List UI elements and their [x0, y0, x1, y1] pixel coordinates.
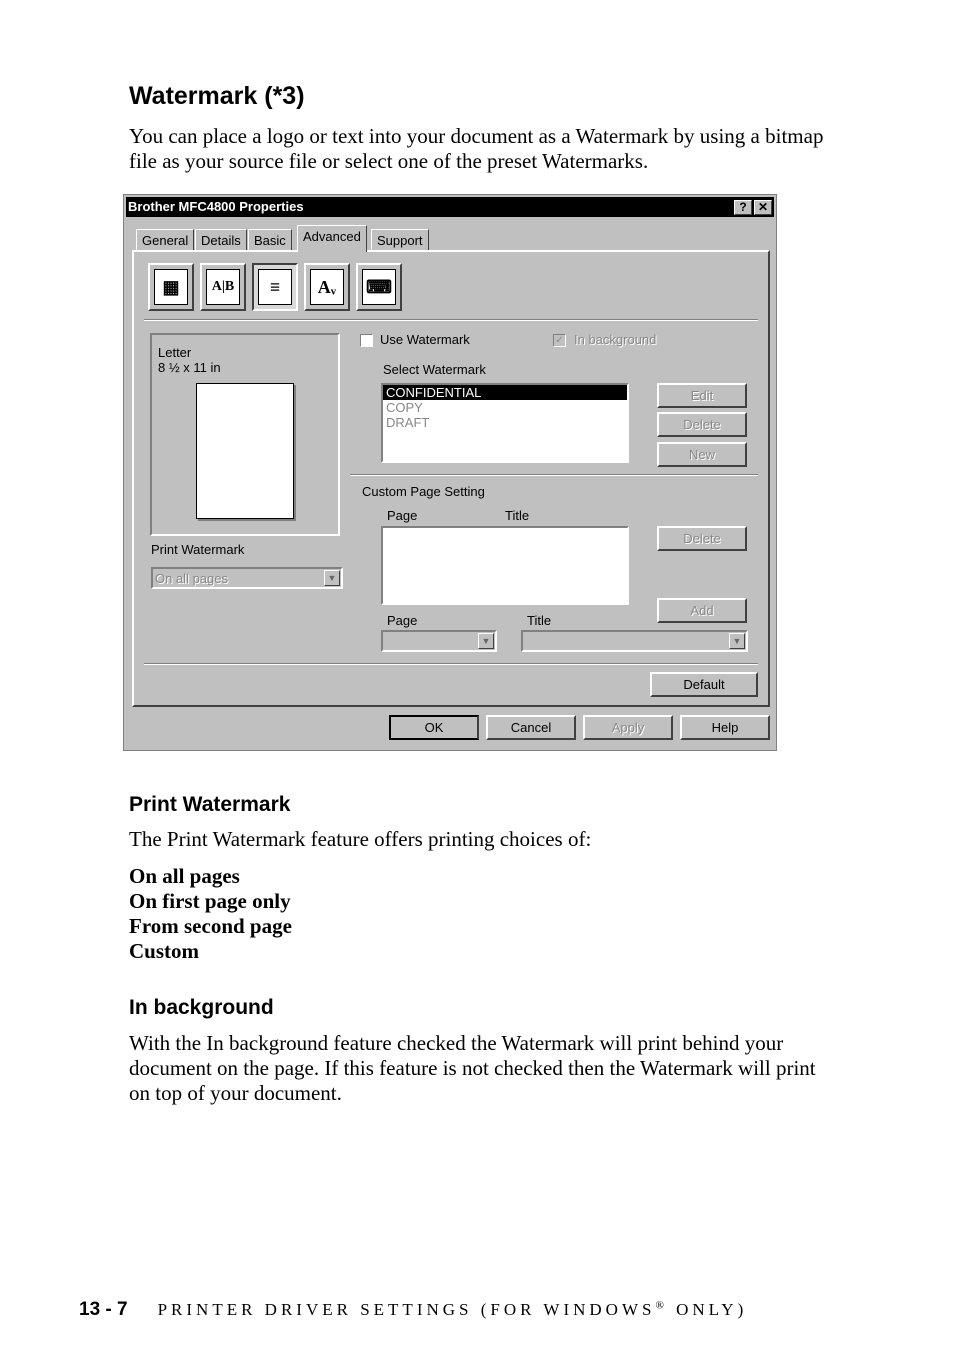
paper-size: 8 ½ x 11 in: [158, 360, 221, 375]
print-watermark-text: The Print Watermark feature offers printing choices of:: [129, 827, 592, 851]
watermark-icon: ≡: [258, 269, 292, 305]
list-item: On first page only: [129, 889, 291, 913]
use-watermark-checkbox[interactable]: [360, 334, 373, 347]
column-title-header: Title: [505, 508, 530, 523]
graphics-quality-button[interactable]: [148, 263, 194, 311]
title-label: Title: [527, 613, 552, 628]
list-item[interactable]: CONFIDENTIAL: [383, 385, 627, 400]
delete-button[interactable]: Delete: [657, 412, 747, 437]
page-select[interactable]: [381, 630, 497, 652]
tab-details[interactable]: Details: [195, 229, 247, 251]
column-page-header: Page: [387, 508, 418, 523]
help-title-button[interactable]: ?: [734, 200, 752, 215]
custom-page-setting-label: Custom Page Setting: [362, 484, 485, 499]
registered-mark: ®: [655, 1299, 668, 1312]
font-icon: Aᵥ: [310, 269, 344, 305]
edit-button[interactable]: Edit: [657, 383, 747, 408]
cancel-button[interactable]: Cancel: [486, 715, 576, 740]
list-item: Custom: [129, 939, 200, 963]
page-label: Page: [387, 613, 418, 628]
in-background-label: In background: [574, 332, 657, 347]
select-watermark-label: Select Watermark: [383, 362, 486, 377]
page-number: 13 - 7: [79, 1299, 128, 1320]
use-watermark-label: Use Watermark: [380, 332, 470, 347]
paper-label: Letter: [158, 345, 192, 360]
watermark-button[interactable]: [252, 263, 298, 311]
apply-button[interactable]: Apply: [583, 715, 673, 740]
font-button[interactable]: [304, 263, 350, 311]
in-background-heading: In background: [129, 996, 274, 1019]
list-item: On all pages: [129, 864, 240, 888]
help-button[interactable]: Help: [680, 715, 770, 740]
add-button[interactable]: Add: [657, 598, 747, 623]
page-heading: Watermark (*3): [129, 82, 305, 110]
list-item[interactable]: DRAFT: [386, 415, 430, 430]
page-layout-icon: A|B: [206, 269, 240, 305]
printer-settings-icon: ⌨: [362, 269, 396, 305]
print-watermark-select[interactable]: [151, 567, 343, 589]
delete-custom-button[interactable]: Delete: [657, 526, 747, 551]
intro-paragraph: You can place a logo or text into your document as a Watermark by using a bitmap file as your source file or select one of the preset Watermarks.: [129, 124, 824, 173]
default-button[interactable]: Default: [650, 672, 758, 697]
chevron-down-icon: ▼: [478, 633, 494, 649]
print-watermark-label: Print Watermark: [151, 542, 245, 557]
footer-suffix: ONLY): [667, 1300, 748, 1319]
graphics-quality-icon: ▦: [154, 269, 188, 305]
page-thumbnail: [196, 383, 294, 519]
divider: [350, 474, 758, 476]
print-watermark-value: On all pages: [155, 571, 228, 586]
watermark-list[interactable]: [381, 383, 629, 463]
list-item[interactable]: COPY: [386, 400, 423, 415]
divider: [144, 663, 758, 665]
new-button[interactable]: New: [657, 442, 747, 467]
properties-dialog: [123, 194, 777, 751]
footer-title: PRINTER DRIVER SETTINGS (FOR WINDOWS: [157, 1300, 656, 1319]
tab-advanced[interactable]: Advanced: [297, 225, 367, 252]
printer-settings-button[interactable]: [356, 263, 402, 311]
chevron-down-icon: ▼: [324, 570, 340, 586]
dialog-titlebar: [126, 197, 774, 217]
dialog-title: Brother MFC4800 Properties: [128, 199, 304, 214]
tab-general[interactable]: General: [136, 229, 194, 251]
paper-preview: [150, 333, 340, 536]
in-background-checkbox[interactable]: ✓: [553, 334, 566, 347]
page-footer: [79, 1299, 747, 1321]
list-item: From second page: [129, 914, 292, 938]
in-background-text: With the In background feature checked the Watermark will print behind your document on the page. If this feature is not checked then the Watermark will print on top of your document.: [129, 1031, 816, 1105]
chevron-down-icon: ▼: [729, 633, 745, 649]
close-icon[interactable]: ✕: [754, 200, 772, 215]
divider: [144, 319, 758, 321]
title-select[interactable]: [521, 630, 748, 652]
tab-basic[interactable]: Basic: [248, 229, 292, 251]
choice-list: [129, 864, 849, 964]
ok-button[interactable]: OK: [389, 715, 479, 740]
page-layout-button[interactable]: [200, 263, 246, 311]
tab-support[interactable]: Support: [371, 229, 429, 251]
custom-page-list[interactable]: [381, 526, 629, 605]
print-watermark-heading: Print Watermark: [129, 793, 291, 816]
